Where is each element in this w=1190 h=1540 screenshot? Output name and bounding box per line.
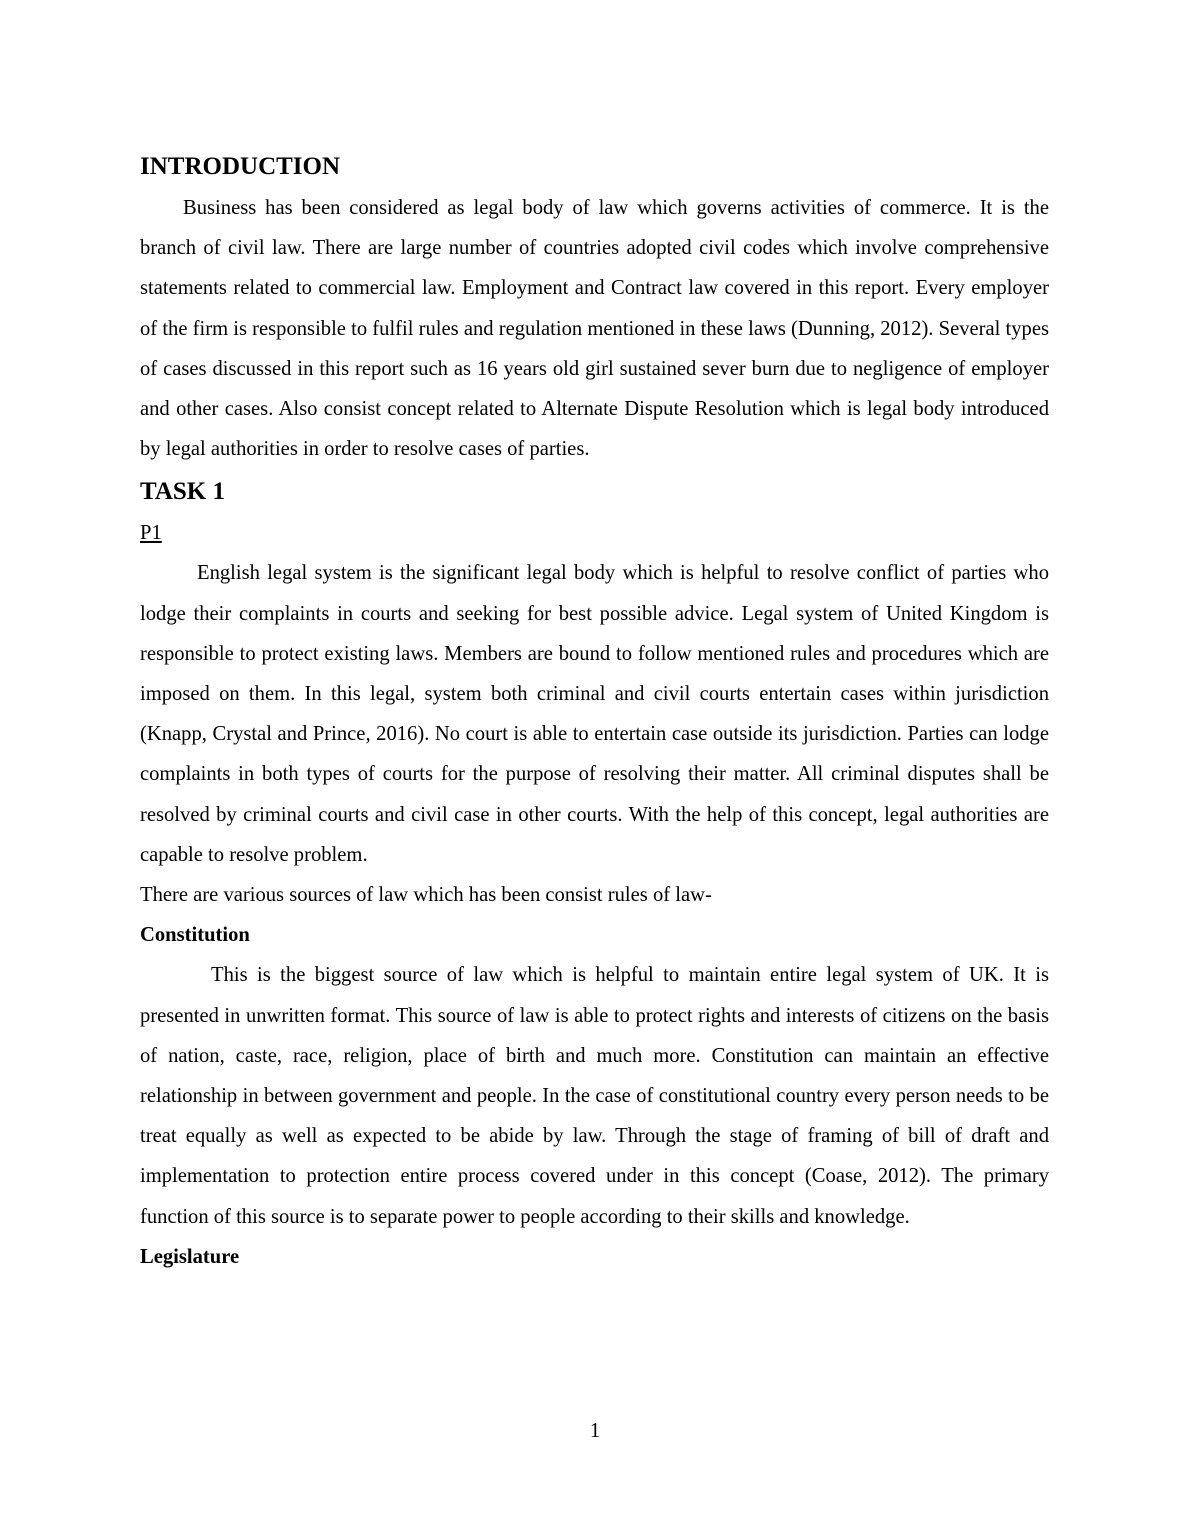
constitution-paragraph: This is the biggest source of law which is helpful to maintain entire legal system of UK. It is presented in unwritten format. This source of law is able to protect rights and interests of citizens on the basis of nation, caste, race, religion, place of birth and much more. Constitution can maintain an effective relationship in between government and people. In the case of constitutional country every person needs to be treat equally as well as expected to be abide by law. Through the stage of framing of bill of draft and implementation to protection entire process covered under in this concept (Coase, 2012). The primary function of this source is to separate power to people according to their skills and knowledge. — [140, 964, 1049, 1228]
introduction-paragraph: Business has been considered as legal body of law which governs activities of commerce. It is the branch of civil law. There are large number of countries adopted civil codes which involve comprehensive statements related to commercial law. Employment and Contract law covered in this report. Every employer of the firm is responsible to fulfil rules and regulation mentioned in these laws (Dunning, 2012). Several types of cases discussed in this report such as 16 years old girl sustained sever burn due to negligence of employer and other cases. Also consist concept related to Alternate Dispute Resolution which is legal body introduced by legal authorities in order to resolve cases of parties. — [140, 197, 1049, 461]
sources-intro-text: There are various sources of law which has been consist rules of law- — [140, 884, 712, 907]
introduction-heading: INTRODUCTION — [140, 153, 341, 180]
legislature-heading: Legislature — [140, 1245, 240, 1268]
task-1-heading: TASK 1 — [140, 478, 225, 506]
p1-label: P1 — [140, 522, 162, 545]
constitution-heading: Constitution — [140, 924, 250, 947]
document-page — [140, 150, 1049, 1277]
p1-paragraph: English legal system is the significant legal body which is helpful to resolve conflict of parties who lodge their complaints in courts and seeking for best possible advice. Legal system of United Kingdom is responsible to protect existing laws. Members are bound to follow mentioned rules and procedures which are imposed on them. In this legal, system both criminal and civil courts entertain cases within jurisdiction (Knapp, Crystal and Prince, 2016). No court is able to entertain case outside its jurisdiction. Parties can lodge complaints in both types of courts for the purpose of resolving their matter. All criminal disputes shall be resolved by criminal courts and civil case in other courts. With the help of this concept, legal authorities are capable to resolve problem. — [140, 562, 1049, 866]
page-number: 1 — [589, 1420, 601, 1442]
